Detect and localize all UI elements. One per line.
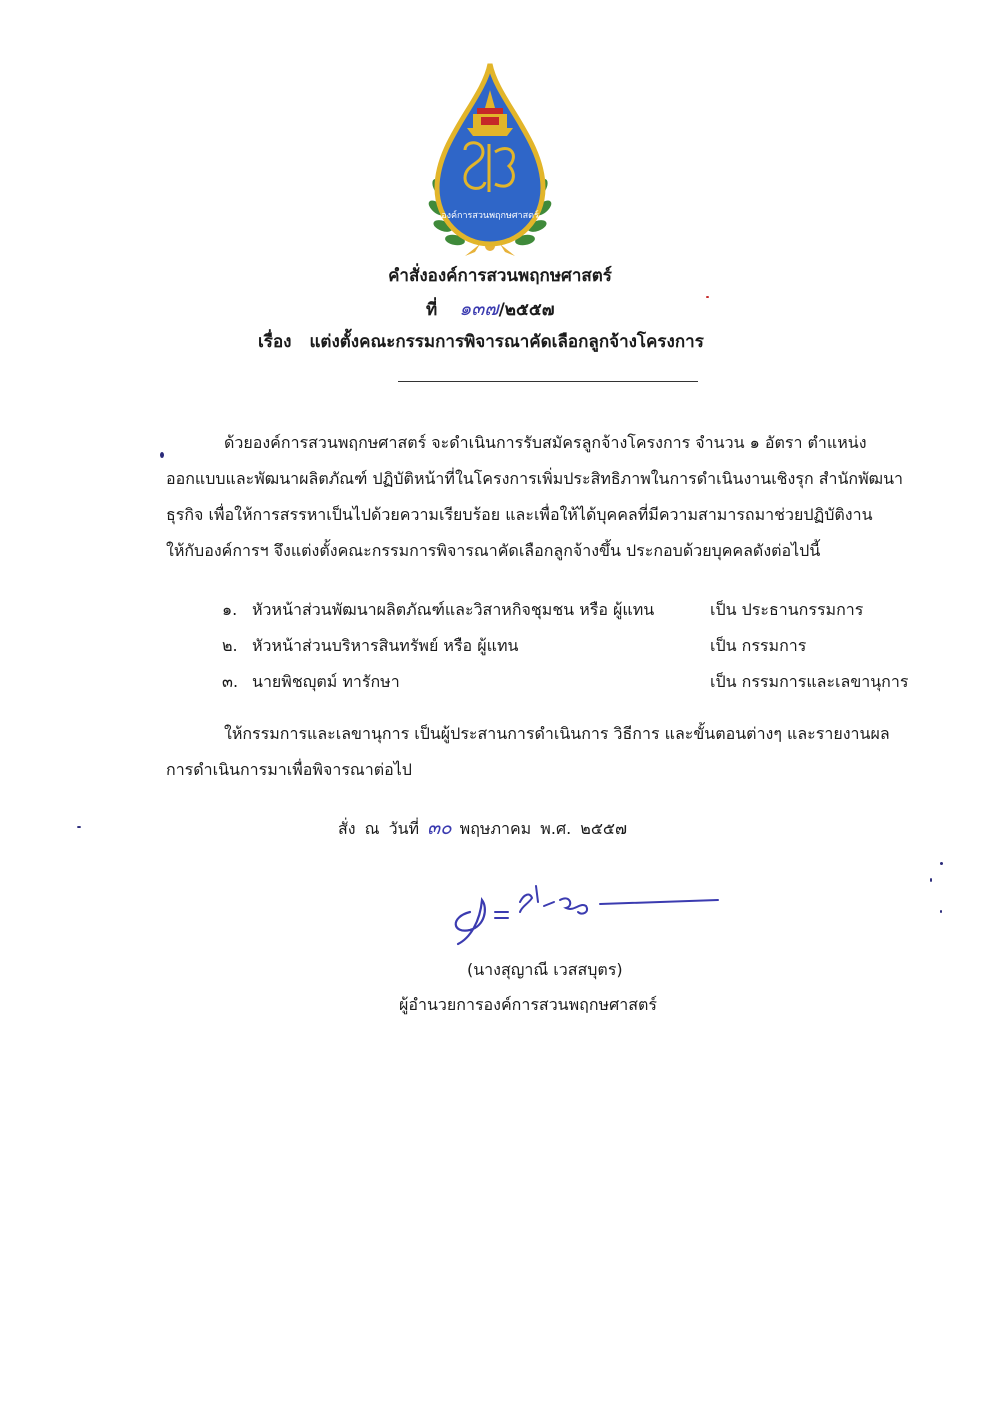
order-number-year: /๒๕๕๗ xyxy=(498,300,555,320)
order-number-handwritten: ๑๓๗ xyxy=(459,298,499,320)
scan-speck xyxy=(930,878,932,882)
duties-paragraph xyxy=(166,716,938,788)
order-number xyxy=(426,294,555,324)
committee-member xyxy=(222,592,942,628)
scan-speck xyxy=(77,826,81,828)
subject-label: เรื่อง xyxy=(258,332,292,352)
member-role: เป็น ประธานกรรมการ xyxy=(710,600,864,619)
order-date-prefix: สั่ง ณ วันที่ xyxy=(338,819,420,838)
member-number: ๒. xyxy=(222,636,238,655)
intro-paragraph xyxy=(166,425,938,569)
document-title: คำสั่งองค์การสวนพฤกษศาสตร์ xyxy=(388,266,612,286)
handwritten-signature-icon xyxy=(440,872,730,952)
header-divider xyxy=(398,381,698,382)
emblem-text: องค์การสวนพฤกษศาสตร์ xyxy=(441,211,539,221)
member-role: เป็น กรรมการ xyxy=(710,636,807,655)
order-date-day-handwritten: ๓๐ xyxy=(427,817,452,839)
committee-list xyxy=(222,592,942,700)
paragraph-line: ธุรกิจ เพื่อให้การสรรหาเป็นไปด้วยความเรียบร้อย และเพื่อให้ได้บุคคลที่มีความสามารถมาช่วยปฏิบัติงาน xyxy=(166,505,873,524)
member-number: ๑. xyxy=(222,600,238,619)
signatory-position: ผู้อำนวยการองค์การสวนพฤกษศาสตร์ xyxy=(399,995,657,1014)
order-date-month-year: พฤษภาคม พ.ศ. ๒๕๕๗ xyxy=(459,819,628,838)
paragraph-line: ให้กับองค์การฯ จึงแต่งตั้งคณะกรรมการพิจารณาคัดเลือกลูกจ้างขึ้น ประกอบด้วยบุคคลดังต่อไปนี้ xyxy=(166,541,821,560)
scan-speck xyxy=(160,452,164,458)
subject-text: แต่งตั้งคณะกรรมการพิจารณาคัดเลือกลูกจ้างโครงการ xyxy=(309,332,704,352)
member-name: นายพิชญุตม์ ทารักษา xyxy=(252,672,400,691)
signatory-name: (นางสุญาณี เวสสบุตร) xyxy=(467,960,623,979)
scan-speck xyxy=(940,910,942,913)
order-date xyxy=(338,813,627,843)
member-role: เป็น กรรมการและเลขานุการ xyxy=(710,672,909,691)
committee-member xyxy=(222,628,942,664)
member-name: หัวหน้าส่วนบริหารสินทรัพย์ หรือ ผู้แทน xyxy=(252,636,519,655)
paragraph-line: ให้กรรมการและเลขานุการ เป็นผู้ประสานการดำเนินการ วิธีการ และขั้นตอนต่างๆ และรายงานผล xyxy=(224,724,890,743)
organization-emblem-icon xyxy=(425,60,555,260)
scan-speck xyxy=(706,296,709,298)
member-name: หัวหน้าส่วนพัฒนาผลิตภัณฑ์และวิสาหกิจชุมชน หรือ ผู้แทน xyxy=(252,600,655,619)
committee-member xyxy=(222,664,942,700)
scan-speck xyxy=(940,862,943,865)
paragraph-line: การดำเนินการมาเพื่อพิจารณาต่อไป xyxy=(166,760,412,779)
order-number-label: ที่ xyxy=(426,300,438,320)
paragraph-line: ออกแบบและพัฒนาผลิตภัณฑ์ ปฏิบัติหน้าที่ในโครงการเพิ่มประสิทธิภาพในการดำเนินงานเชิงรุก สำนักพัฒนา xyxy=(166,469,904,488)
member-number: ๓. xyxy=(222,672,239,691)
order-subject xyxy=(258,328,704,355)
paragraph-line: ด้วยองค์การสวนพฤกษศาสตร์ จะดำเนินการรับสมัครลูกจ้างโครงการ จำนวน ๑ อัตรา ตำแหน่ง xyxy=(224,433,867,452)
